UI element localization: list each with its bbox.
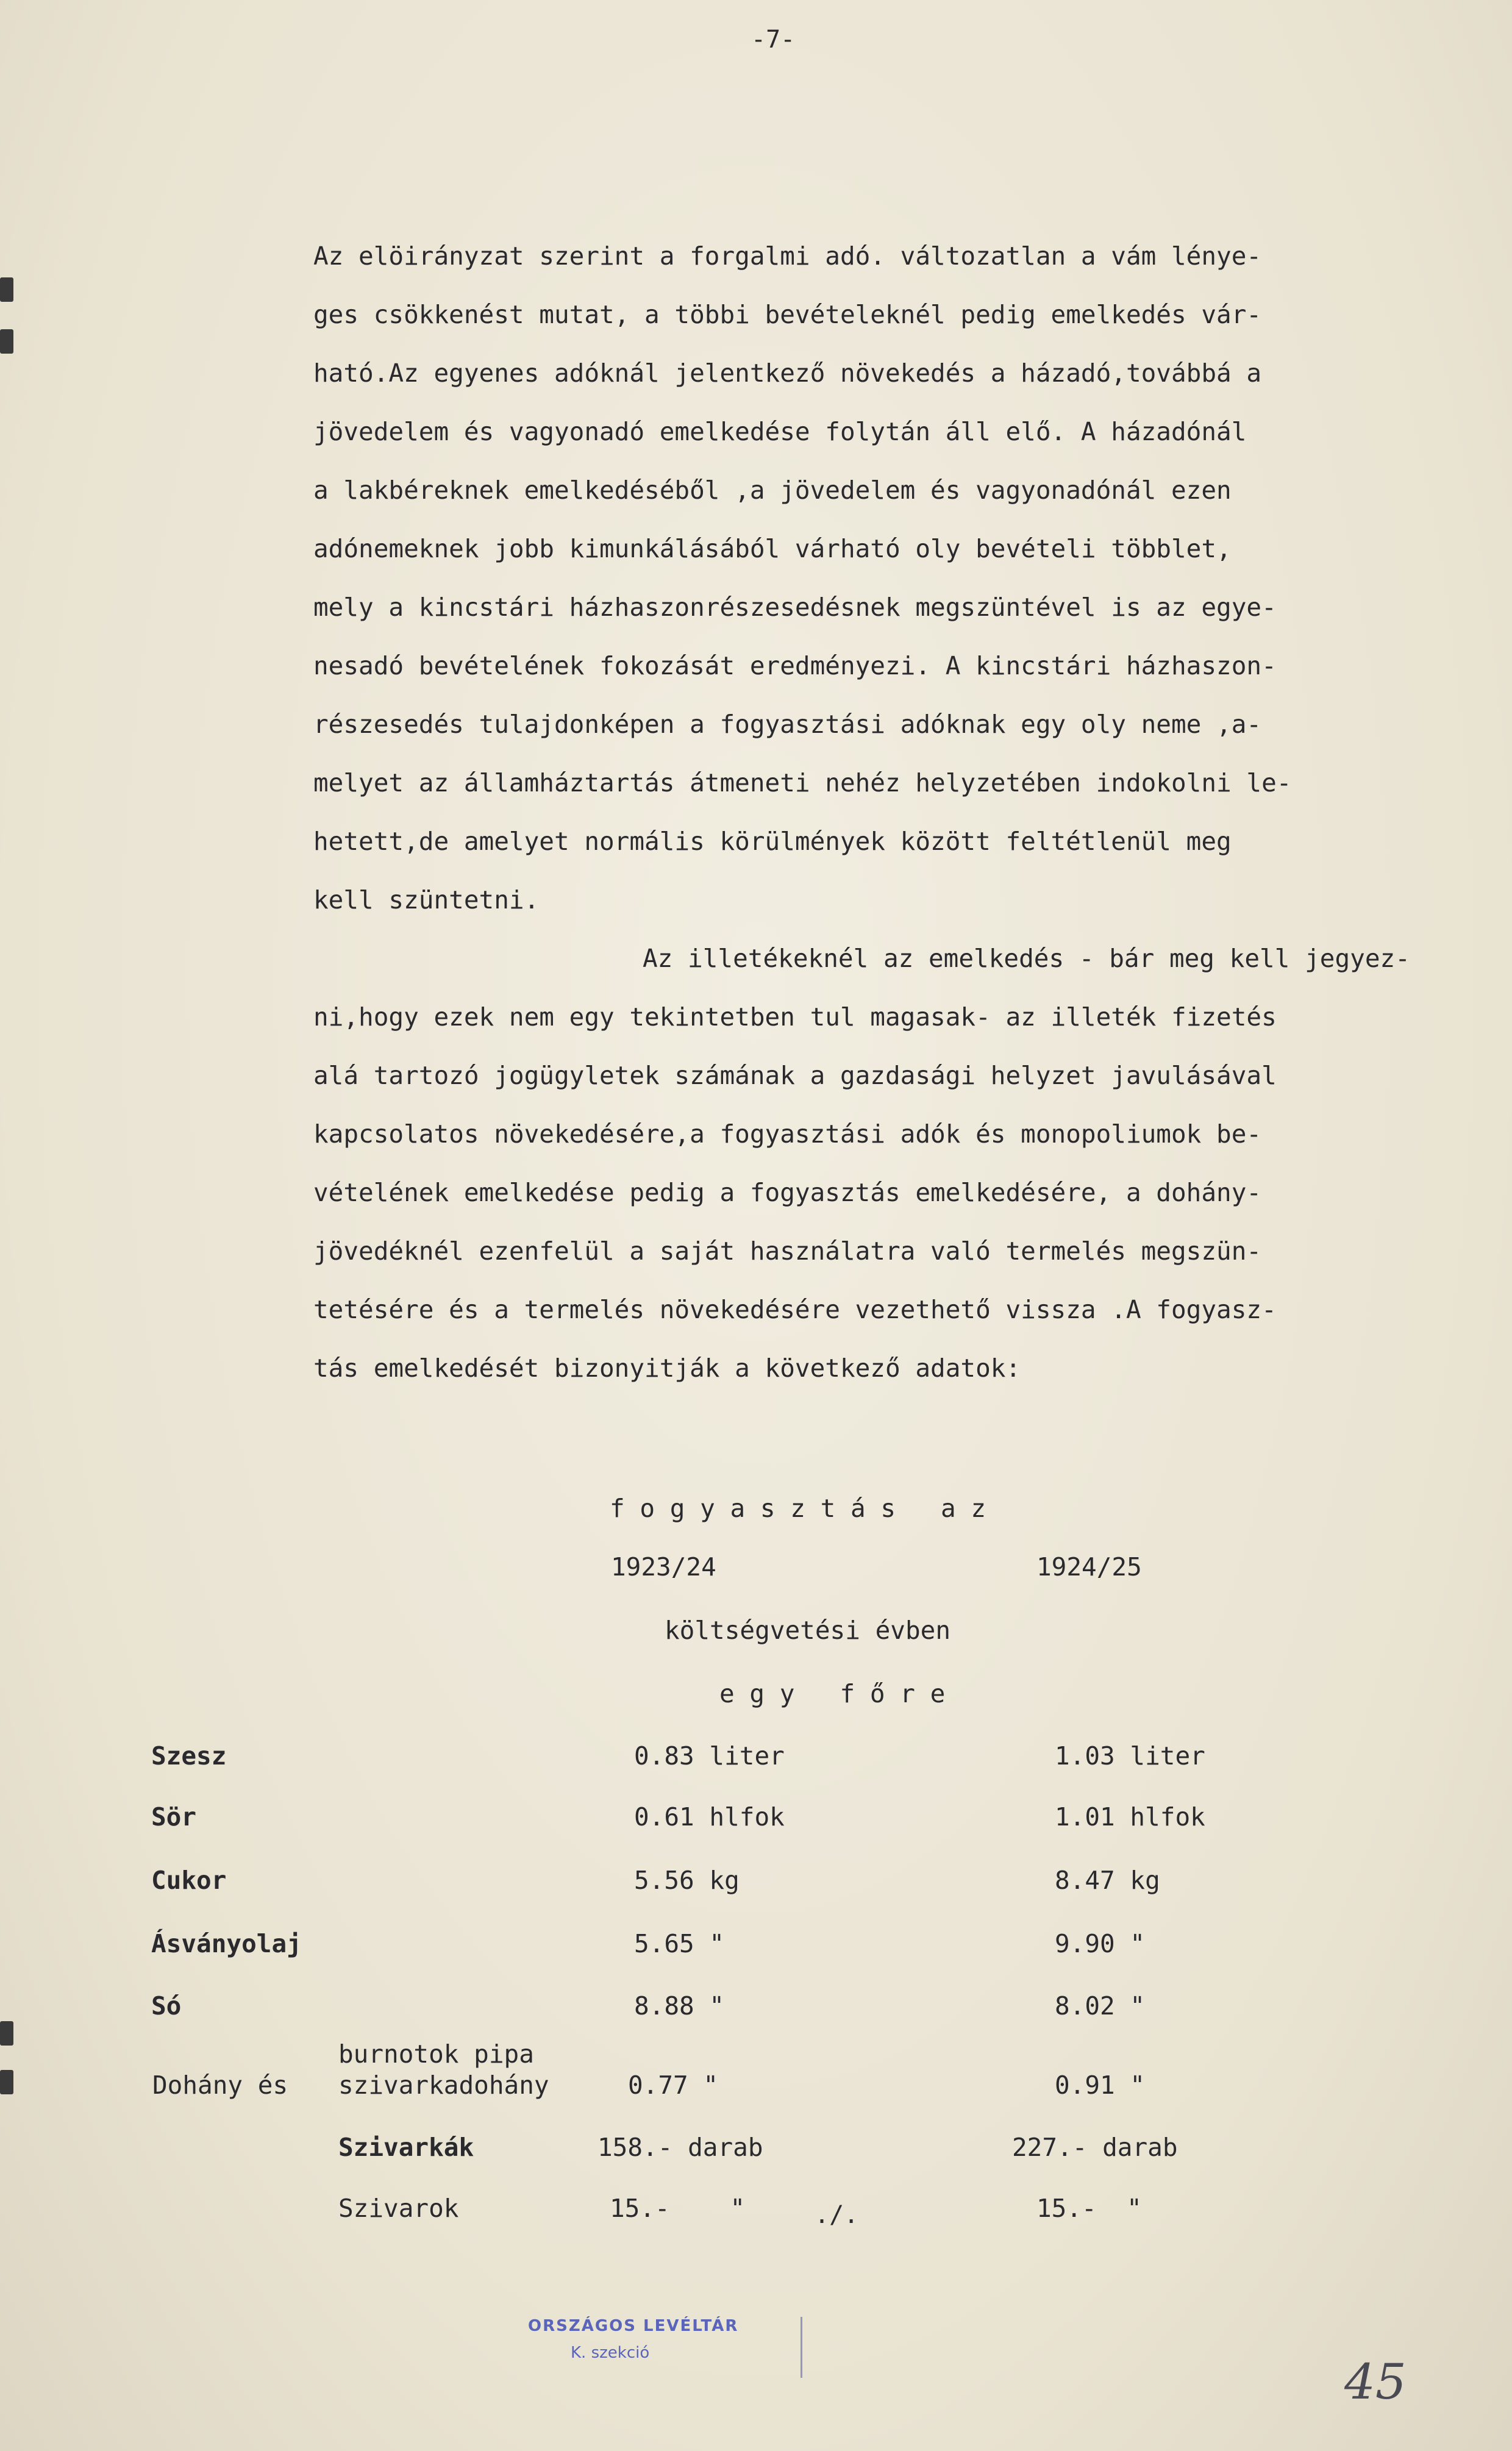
paragraph-line: ges csökkenést mutat, a többi bevételeknél pedig emelkedés vár- [313,300,1262,329]
tobacco-label: Dohány és [152,2071,288,2100]
table-cell-1923: 8.88 " [634,1991,725,2021]
table-cell-1923: 158.- darab [597,2133,763,2162]
handwritten-folio-number: 45 [1344,2353,1407,2410]
table-cell-1923: 0.77 " [628,2071,719,2100]
table-header-consumption: f o g y a s z t á s a z [610,1494,986,1523]
table-cell-1924: 227.- darab [1012,2133,1178,2162]
page-number: -7- [751,26,796,54]
paragraph-line: vételének emelkedése pedig a fogyasztás emelkedésére, a dohány- [313,1178,1262,1207]
paragraph-line: tás emelkedését bizonyitják a következő adatok: [313,1354,1021,1383]
table-row-label: Ásványolaj [151,1929,302,1958]
table-row-label: Szesz [151,1741,227,1771]
binding-mark [0,2021,13,2046]
table-cell-1923: 0.61 hlfok [634,1802,785,1832]
table-cell-1923: 5.65 " [634,1929,725,1958]
paragraph-line: jövedéknél ezenfelül a saját használatra való termelés megszün- [313,1236,1262,1266]
table-cell-1923: 5.56 kg [634,1866,740,1895]
stamp-line-archive: ORSZÁGOS LEVÉLTÁR [528,2317,739,2335]
table-cell-1924: 1.03 liter [1055,1741,1205,1771]
binding-mark [0,277,13,302]
table-header-year2: 1924/25 [1036,1552,1142,1582]
table-cell-1924: 8.02 " [1055,1991,1146,2021]
table-cell-1923: 15.- " [610,2194,746,2223]
table-row-label: Sör [151,1802,197,1832]
end-mark: ./. [815,2201,859,2229]
stamp-line-section: K. szekció [571,2344,650,2362]
tobacco-subtype-bottom: szivarkadohány [338,2071,549,2100]
tobacco-subtype-top: burnotok pipa [338,2039,534,2069]
table-cell-1924: 8.47 kg [1055,1866,1160,1895]
table-row-label: Szivarok [338,2194,459,2223]
paragraph-line: tetésére és a termelés növekedésére vezethető vissza .A fogyasz- [313,1295,1277,1324]
table-cell-1924: 15.- " [1036,2194,1142,2223]
paragraph-line: kell szüntetni. [313,885,540,915]
archive-stamp [528,2317,802,2384]
paragraph-line: ható.Az egyenes adóknál jelentkező növekedés a házadó,továbbá a [313,359,1262,388]
paragraph-line: melyet az államháztartás átmeneti nehéz helyzetében indokolni le- [313,768,1292,797]
paragraph-line: kapcsolatos növekedésére,a fogyasztási adók és monopoliumok be- [313,1119,1262,1149]
paragraph-line: mely a kincstári házhaszonrészesedésnek megszüntével is az egye- [313,593,1277,622]
table-row-label: Szivarkák [338,2133,474,2162]
table-row-label: Só [151,1991,182,2021]
stamp-border [801,2317,802,2378]
paragraph-line: adónemeknek jobb kimunkálásából várható oly bevételi többlet, [313,534,1232,563]
table-cell-1924: 1.01 hlfok [1055,1802,1205,1832]
paragraph-line: Az illetékeknél az emelkedés - bár meg kell jegyez- [643,944,1410,973]
table-header-per-capita: e g y f ő r e [719,1679,946,1708]
table-cell-1924: 9.90 " [1055,1929,1146,1958]
paragraph-line: nesadó bevételének fokozását eredményezi. A kincstári házhaszon- [313,651,1277,680]
table-row-label: Cukor [151,1866,227,1895]
paragraph-line: jövedelem és vagyonadó emelkedése folytán áll elő. A házadónál [313,417,1247,446]
table-header-year1: 1923/24 [611,1552,716,1582]
table-cell-1924: 0.91 " [1055,2071,1146,2100]
paragraph-line: a lakbéreknek emelkedéséből ,a jövedelem és vagyonadónál ezen [313,476,1232,505]
paragraph-line: Az elöirányzat szerint a forgalmi adó. változatlan a vám lénye- [313,241,1262,271]
paragraph-line: részesedés tulajdonképen a fogyasztási adóknak egy oly neme ,a- [313,710,1262,739]
paragraph-line: ni,hogy ezek nem egy tekintetben tul magasak- az illeték fizetés [313,1002,1277,1032]
binding-mark [0,329,13,354]
paragraph-line: hetett,de amelyet normális körülmények között feltétlenül meg [313,827,1232,856]
table-cell-1923: 0.83 liter [634,1741,785,1771]
binding-mark [0,2070,13,2094]
table-header-budget-year: költségvetési évben [665,1616,950,1645]
paragraph-line: alá tartozó jogügyletek számának a gazdasági helyzet javulásával [313,1061,1277,1090]
